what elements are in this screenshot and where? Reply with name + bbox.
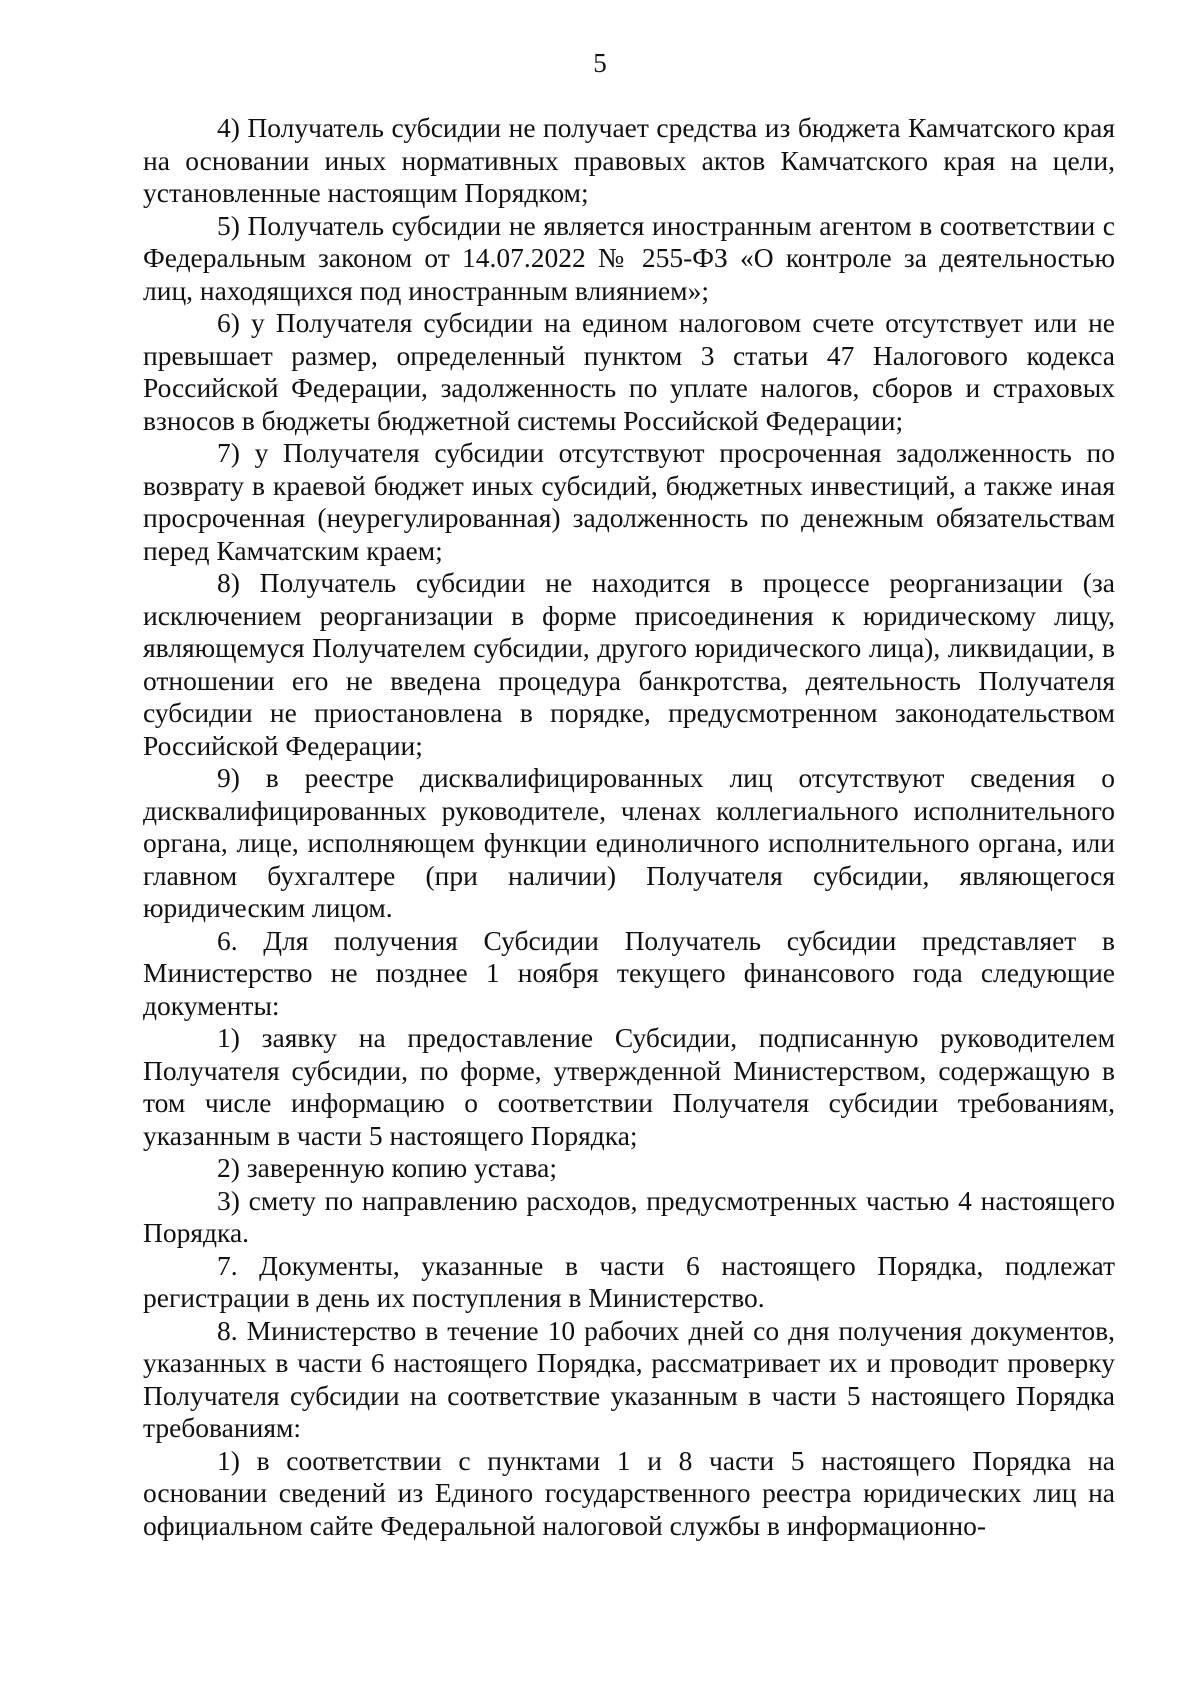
- paragraph-item-4: 4) Получатель субсидии не получает средства из бюджета Камчатского края на основании иных нормативных правовых актов Камчатского края на цели, установленные настоящим Порядком;: [143, 112, 1115, 208]
- paragraph-section-7: 7. Документы, указанные в части 6 настоящего Порядка, подлежат регистрации в день их поступления в Министерство.: [143, 1249, 1115, 1313]
- paragraph-section-6-item-3: 3) смету по направлению расходов, предусмотренных частью 4 настоящего Порядка.: [143, 1184, 1115, 1248]
- document-body: [143, 112, 1115, 1542]
- paragraph-section-6-item-2: 2) заверенную копию устава;: [217, 1152, 557, 1183]
- paragraph-section-6: 6. Для получения Субсидии Получатель субсидии представляет в Министерство не позднее 1 ноября текущего финансового года следующие документы:: [143, 924, 1115, 1021]
- paragraph-section-8-item-1: 1) в соответствии с пунктами 1 и 8 части 5 настоящего Порядка на основании сведений из Единого государственного реестра юридических лиц на официальном сайте Федеральной налоговой службы в информационно-: [143, 1444, 1115, 1541]
- paragraph-item-7: 7) у Получателя субсидии отсутствуют просроченная задолженность по возврату в краевой бюджет иных субсидий, бюджетных инвестиций, а также иная просроченная (неурегулированная) задолженность по денежным обязательствам перед Камчатским краем;: [143, 437, 1115, 566]
- page-number: 5: [593, 48, 607, 78]
- paragraph-section-8: 8. Министерство в течение 10 рабочих дней со дня получения документов, указанных в части 6 настоящего Порядка, рассматривает их и проводит проверку Получателя субсидии на соответствие указанным в части 5 настоящего Порядка требованиям:: [143, 1314, 1115, 1443]
- paragraph-item-9: 9) в реестре дисквалифицированных лиц отсутствуют сведения о дисквалифицированных руководителе, членах коллегиального исполнительного органа, лице, исполняющем функции единоличного исполнительного органа, или главном бухгалтере (при наличии) Получателя субсидии, являющегося юридическим лицом.: [143, 762, 1115, 923]
- paragraph-item-5: 5) Получатель субсидии не является иностранным агентом в соответствии с Федеральным законом от 14.07.2022 № 255-ФЗ «О контроле за деятельностью лиц, находящихся под иностранным влиянием»;: [143, 209, 1115, 306]
- paragraph-item-6: 6) у Получателя субсидии на едином налоговом счете отсутствует или не превышает размер, определенный пунктом 3 статьи 47 Налогового кодекса Российской Федерации, задолженность по уплате налогов, сборов и страховых взносов в бюджеты бюджетной системы Российской Федерации;: [143, 307, 1115, 436]
- paragraph-item-8: 8) Получатель субсидии не находится в процессе реорганизации (за исключением реорганизации в форме присоединения к юридическому лицу, являющемуся Получателем субсидии, другого юридического лица), ликвидации, в отношении его не введена процедура банкротства, деятельность Получателя субсидии не приостановлена в порядке, предусмотренном законодательством Российской Федерации;: [143, 567, 1115, 761]
- paragraph-section-6-item-1: 1) заявку на предоставление Субсидии, подписанную руководителем Получателя субсидии, по форме, утвержденной Министерством, содержащую в том числе информацию о соответствии Получателя субсидии требованиям, указанным в части 5 настоящего Порядка;: [143, 1022, 1115, 1151]
